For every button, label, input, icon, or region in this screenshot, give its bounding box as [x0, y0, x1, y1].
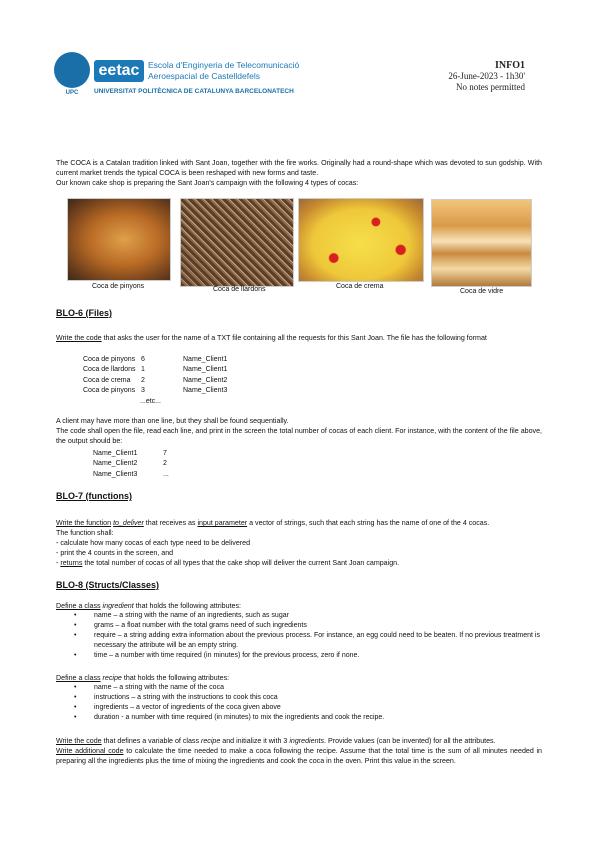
- table-row: [83, 365, 303, 375]
- coca-llardons-photo: [180, 198, 294, 287]
- section-heading-blo7: BLO-7 (functions): [56, 491, 132, 501]
- attribute-text: require – a string adding extra information about the previous process. For instance, an egg could need to be beaten. If no previous treatment is necessary the attribute will be an empty string.: [94, 632, 540, 649]
- function-step-3-prefix: -: [56, 559, 61, 567]
- attribute-text: duration - a number with time required (in minutes) to mix the ingredients and cook the recipe.: [94, 714, 385, 721]
- blo8-text-4: to calculate the time needed to make a coca following the recipe. Assume that the total time is the sum of all minutes needed in preparing all the ingredients plus the time of mixing the ingredients and cook the coca in the oven. Print this value in the screen.: [56, 747, 542, 765]
- ingredients-word: ingredients: [289, 737, 325, 745]
- blo6-intro: [56, 333, 542, 343]
- recipe-class-name: recipe: [200, 737, 221, 745]
- input-parameter-label: input parameter: [197, 519, 248, 527]
- total-cell: 2: [163, 460, 167, 468]
- list-item: [74, 611, 540, 621]
- client-cell: Name_Client3: [93, 470, 138, 478]
- blo7-description: [56, 518, 542, 568]
- list-item: [74, 703, 540, 713]
- coca-crema-photo: [298, 198, 424, 282]
- etc-cell: ...etc...: [140, 397, 162, 405]
- qty-cell: 6: [141, 356, 145, 363]
- bullet-icon: •: [74, 612, 77, 619]
- write-function-label: Write the function: [56, 519, 112, 527]
- exam-notes-rule: No notes permitted: [456, 82, 525, 92]
- list-item: [74, 713, 540, 723]
- file-format-table: [83, 355, 303, 407]
- bullet-icon: •: [74, 684, 77, 691]
- ingredient-class-name: ingredient: [102, 602, 134, 610]
- output-table: [93, 449, 213, 480]
- write-code-label: Write the code: [56, 334, 102, 342]
- attribute-text: grams – a float number with the total grams need of such ingredients: [94, 622, 307, 629]
- blo7-text-mid: that receives as: [143, 519, 198, 527]
- table-row: [93, 449, 213, 459]
- define-class-label: Define a class: [56, 602, 101, 610]
- attribute-text: name – a string with the name of an ingredients, such as sugar: [94, 612, 289, 619]
- recipe-attributes-list: [74, 683, 540, 723]
- client-cell: Name_Client2: [93, 460, 138, 468]
- list-item: [74, 631, 540, 651]
- bullet-icon: •: [74, 704, 77, 711]
- function-step-1: - calculate how many cocas of each type need to be delivered: [56, 539, 251, 547]
- recipe-class-name: recipe: [102, 674, 122, 682]
- table-row: [93, 470, 213, 480]
- total-cell: 7: [163, 450, 167, 457]
- bullet-icon: •: [74, 632, 77, 639]
- coca-caption: Coca de vidre: [460, 288, 504, 295]
- qty-cell: 1: [141, 366, 145, 374]
- coca-caption: Coca de crema: [336, 283, 384, 290]
- table-row: [93, 459, 213, 469]
- intro-paragraph: [56, 158, 542, 188]
- exam-date: 26-June-2023 - 1h30': [448, 71, 525, 81]
- list-item: [74, 621, 540, 631]
- client-cell: Name_Client3: [183, 387, 228, 395]
- qty-cell: 3: [141, 387, 145, 395]
- blo7-text-rest: a vector of strings, such that each string has the name of one of the 4 cocas.: [247, 519, 490, 527]
- recipe-class-text: that holds the following attributes:: [121, 674, 230, 682]
- attribute-text: ingredients – a vector of ingredients of the coca given above: [94, 704, 281, 711]
- bullet-icon: •: [74, 714, 77, 721]
- bullet-icon: •: [74, 622, 77, 629]
- coca-name-cell: Coca de crema: [83, 376, 131, 384]
- table-row: [83, 397, 303, 407]
- blo8-text-3: . Provide values (can be invented) for all the attributes.: [324, 737, 496, 745]
- eetac-logo: eetac: [94, 60, 144, 82]
- intro-text-1: The COCA is a Catalan tradition linked with Sant Joan, together with the fire works. Originally had a round-shape which was devoted to sun godship. With current market trends the typical COCA is been reshaped with new forms and taste.: [56, 159, 542, 177]
- write-additional-code-label: Write additional code: [56, 747, 124, 755]
- table-row: [83, 355, 303, 365]
- list-item: [74, 683, 540, 693]
- function-name: to_deliver: [113, 519, 144, 527]
- client-cell: Name_Client1: [183, 366, 228, 374]
- blo6-description: [56, 416, 542, 446]
- function-step-2: - print the 4 counts in the screen, and: [56, 549, 174, 557]
- list-item: [74, 651, 540, 661]
- blo8-text-2: and initialize it with 3: [220, 737, 290, 745]
- coca-caption: Coca de pinyons: [92, 283, 145, 290]
- client-cell: Name_Client2: [183, 376, 228, 384]
- list-item: [74, 693, 540, 703]
- blo6-intro-text: that asks the user for the name of a TXT file containing all the requests for this Sant Joan. The file has the following format: [101, 334, 487, 342]
- ingredient-attributes-list: [74, 611, 540, 661]
- school-name-line2: Aeroespacial de Castelldefels: [148, 71, 260, 81]
- table-row: [83, 376, 303, 386]
- total-cell: ...: [163, 470, 169, 478]
- coca-name-cell: Coca de pinyons: [83, 356, 136, 363]
- function-step-3: the total number of cocas of all types that the cake shop will deliver the current Sant Joan campaign.: [82, 559, 400, 567]
- attribute-text: name – a string with the name of the coca: [94, 684, 224, 691]
- recipe-class-intro: [56, 673, 542, 683]
- blo6-text-2: A client may have more than one line, but they shall be found sequentially.: [56, 417, 289, 425]
- coca-name-cell: Coca de pinyons: [83, 387, 136, 395]
- attribute-text: time – a number with time required (in minutes) for the previous process, zero if none.: [94, 652, 360, 659]
- upc-logo-icon: [54, 52, 90, 88]
- coca-name-cell: Coca de llardons: [83, 366, 136, 374]
- ingredient-class-intro: [56, 601, 542, 611]
- ingredient-class-text: that holds the following attributes:: [133, 602, 241, 610]
- returns-label: returns: [60, 559, 83, 567]
- intro-text-2: Our known cake shop is preparing the Sant Joan's campaign with the following 4 types of cocas:: [56, 179, 359, 187]
- client-cell: Name_Client1: [183, 356, 228, 363]
- bullet-icon: •: [74, 694, 77, 701]
- section-heading-blo6: BLO-6 (Files): [56, 308, 113, 318]
- exam-info: [448, 60, 525, 93]
- qty-cell: 2: [141, 376, 145, 384]
- course-code: INFO1: [495, 60, 525, 71]
- university-name: UNIVERSITAT POLITÈCNICA DE CATALUNYA BARCELONATECH: [94, 88, 294, 95]
- table-row: [83, 386, 303, 396]
- blo8-write-code: [56, 736, 542, 766]
- function-shall: The function shall:: [56, 529, 114, 537]
- attribute-text: instructions – a string with the instructions to cook this coca: [94, 694, 278, 701]
- blo6-text-3: The code shall open the file, read each line, and print in the screen the total number of cocas of each client. For instance, with the content of the file above, the output should be:: [56, 427, 542, 445]
- bullet-icon: •: [74, 652, 77, 659]
- school-logo: [54, 52, 334, 98]
- blo8-text-1: that defines a variable of class: [101, 737, 201, 745]
- section-heading-blo8: BLO-8 (Structs/Classes): [56, 580, 160, 590]
- coca-vidre-photo: [431, 199, 532, 287]
- client-cell: Name_Client1: [93, 450, 138, 457]
- write-code-label: Write the code: [56, 737, 102, 745]
- coca-pinyons-photo: [67, 198, 171, 281]
- define-class-label: Define a class: [56, 674, 101, 682]
- school-name-line1: Escola d'Enginyeria de Telecomunicació: [148, 60, 300, 70]
- upc-logo-text: UPC: [65, 90, 79, 96]
- coca-caption: Coca de llardons: [213, 286, 266, 293]
